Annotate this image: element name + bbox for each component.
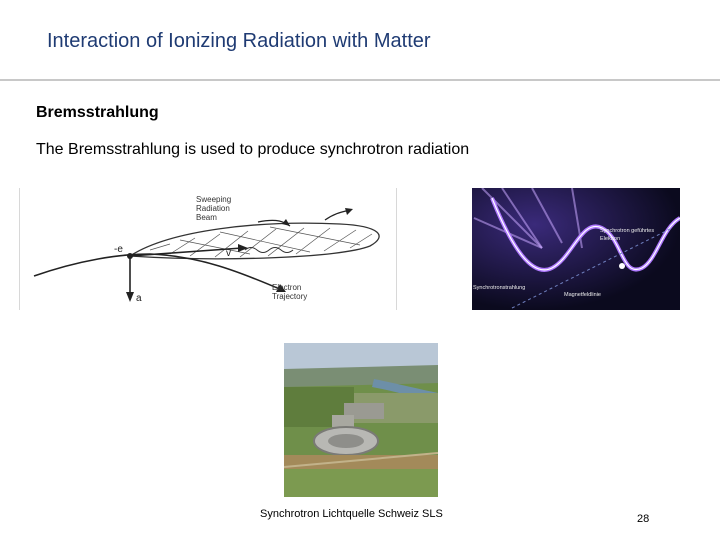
page-number: 28	[637, 513, 650, 525]
beam-label-1: Sweeping	[196, 195, 232, 204]
photo-caption: Synchrotron Lichtquelle Schweiz SLS	[260, 508, 443, 520]
electron-label: -e	[114, 244, 123, 255]
photo-label-top-1: Synchrotron geführtes	[600, 228, 655, 234]
electron-dot	[127, 253, 133, 259]
accel-label: a	[136, 293, 142, 304]
title-divider	[0, 79, 720, 81]
photo-label-left: Synchrotronstrahlung	[473, 285, 526, 291]
velocity-label: v	[226, 248, 231, 259]
beam-label-2: Radiation	[196, 204, 230, 213]
sls-aerial-photo	[284, 343, 438, 497]
trajectory-label-2: Trajectory	[272, 292, 308, 301]
body-text: The Bremsstrahlung is used to produce synchrotron radiation	[36, 141, 470, 158]
electron-trajectory	[34, 254, 282, 290]
section-heading: Bremsstrahlung	[36, 104, 159, 121]
slide-title: Interaction of Ionizing Radiation with Matter	[47, 30, 431, 52]
wave-line	[245, 248, 293, 253]
trajectory-label-1: Electron	[272, 283, 302, 292]
bremsstrahlung-diagram	[19, 188, 397, 310]
photo-label-top-2: Elektron	[600, 236, 621, 242]
beam-label-3: Beam	[196, 213, 217, 222]
photo-label-bottom: Magnetfeldlinie	[564, 292, 601, 298]
synchrotron-illustration	[472, 188, 680, 310]
